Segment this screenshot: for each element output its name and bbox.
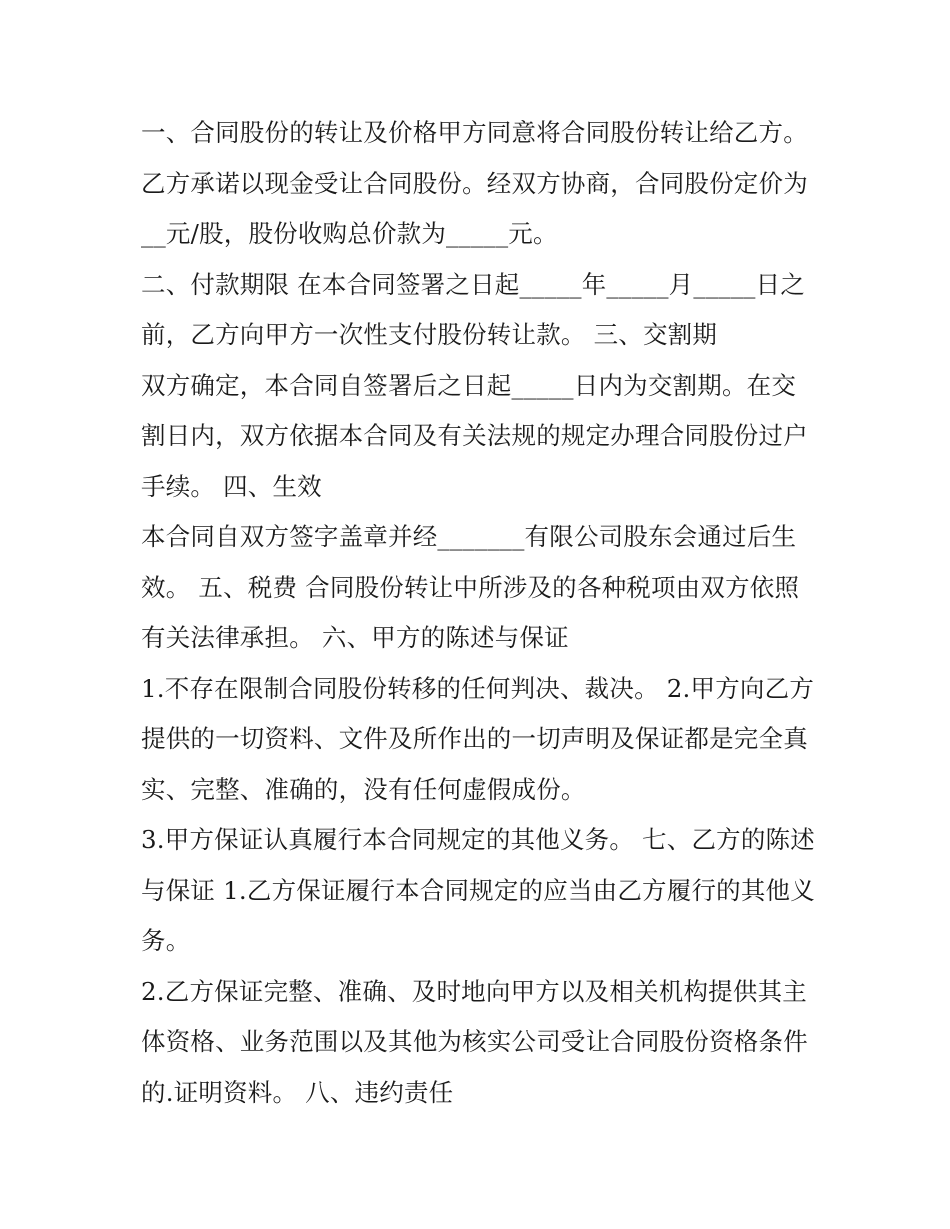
- text-line: 双方确定，本合同自签署后之日起_____日内为交割期。在交: [141, 370, 797, 400]
- text-line: 与保证 1.乙方保证履行本合同规定的应当由乙方履行的其他义: [141, 875, 815, 905]
- text-line: 本合同自双方签字盖章并经_______有限公司股东会通过后生: [141, 522, 797, 551]
- text-line: 3.甲方保证认真履行本合同规定的其他义务。 七、乙方的陈述: [141, 825, 815, 854]
- contract-text: [141, 108, 821, 1118]
- text-line: 手续。 四、生效: [141, 471, 322, 501]
- text-line: 有关法律承担。 六、甲方的陈述与保证: [141, 623, 569, 652]
- text-line: 实、完整、准确的，没有任何虚假成份。: [141, 774, 586, 804]
- text-line: 乙方承诺以现金受让合同股份。经双方协商，合同股份定价为: [141, 168, 808, 198]
- text-line: 1.不存在限制合同股份转移的任何判决、裁决。 2.甲方向乙方: [141, 673, 815, 703]
- text-line: 提供的一切资料、文件及所作出的一切声明及保证都是完全真: [141, 724, 808, 753]
- text-line: 二、付款期限 在本合同签署之日起_____年_____月_____日之: [141, 269, 806, 299]
- text-line: 务。: [141, 926, 191, 955]
- text-line: 2.乙方保证完整、准确、及时地向甲方以及相关机构提供其主: [141, 976, 807, 1006]
- text-line: 的.证明资料。 八、违约责任: [141, 1077, 454, 1107]
- text-line: 体资格、业务范围以及其他为核实公司受让合同股份资格条件: [141, 1027, 808, 1056]
- text-line: __元/股，股份收购总价款为_____元。: [141, 219, 558, 248]
- text-line: 效。 五、税费 合同股份转让中所涉及的各种税项由双方依照: [141, 572, 800, 602]
- text-line: 一、合同股份的转让及价格甲方同意将合同股份转让给乙方。: [141, 118, 808, 147]
- text-line: 前，乙方向甲方一次性支付股份转让款。 三、交割期: [141, 320, 718, 349]
- text-line: 割日内，双方依据本合同及有关法规的规定办理合同股份过户: [141, 421, 808, 450]
